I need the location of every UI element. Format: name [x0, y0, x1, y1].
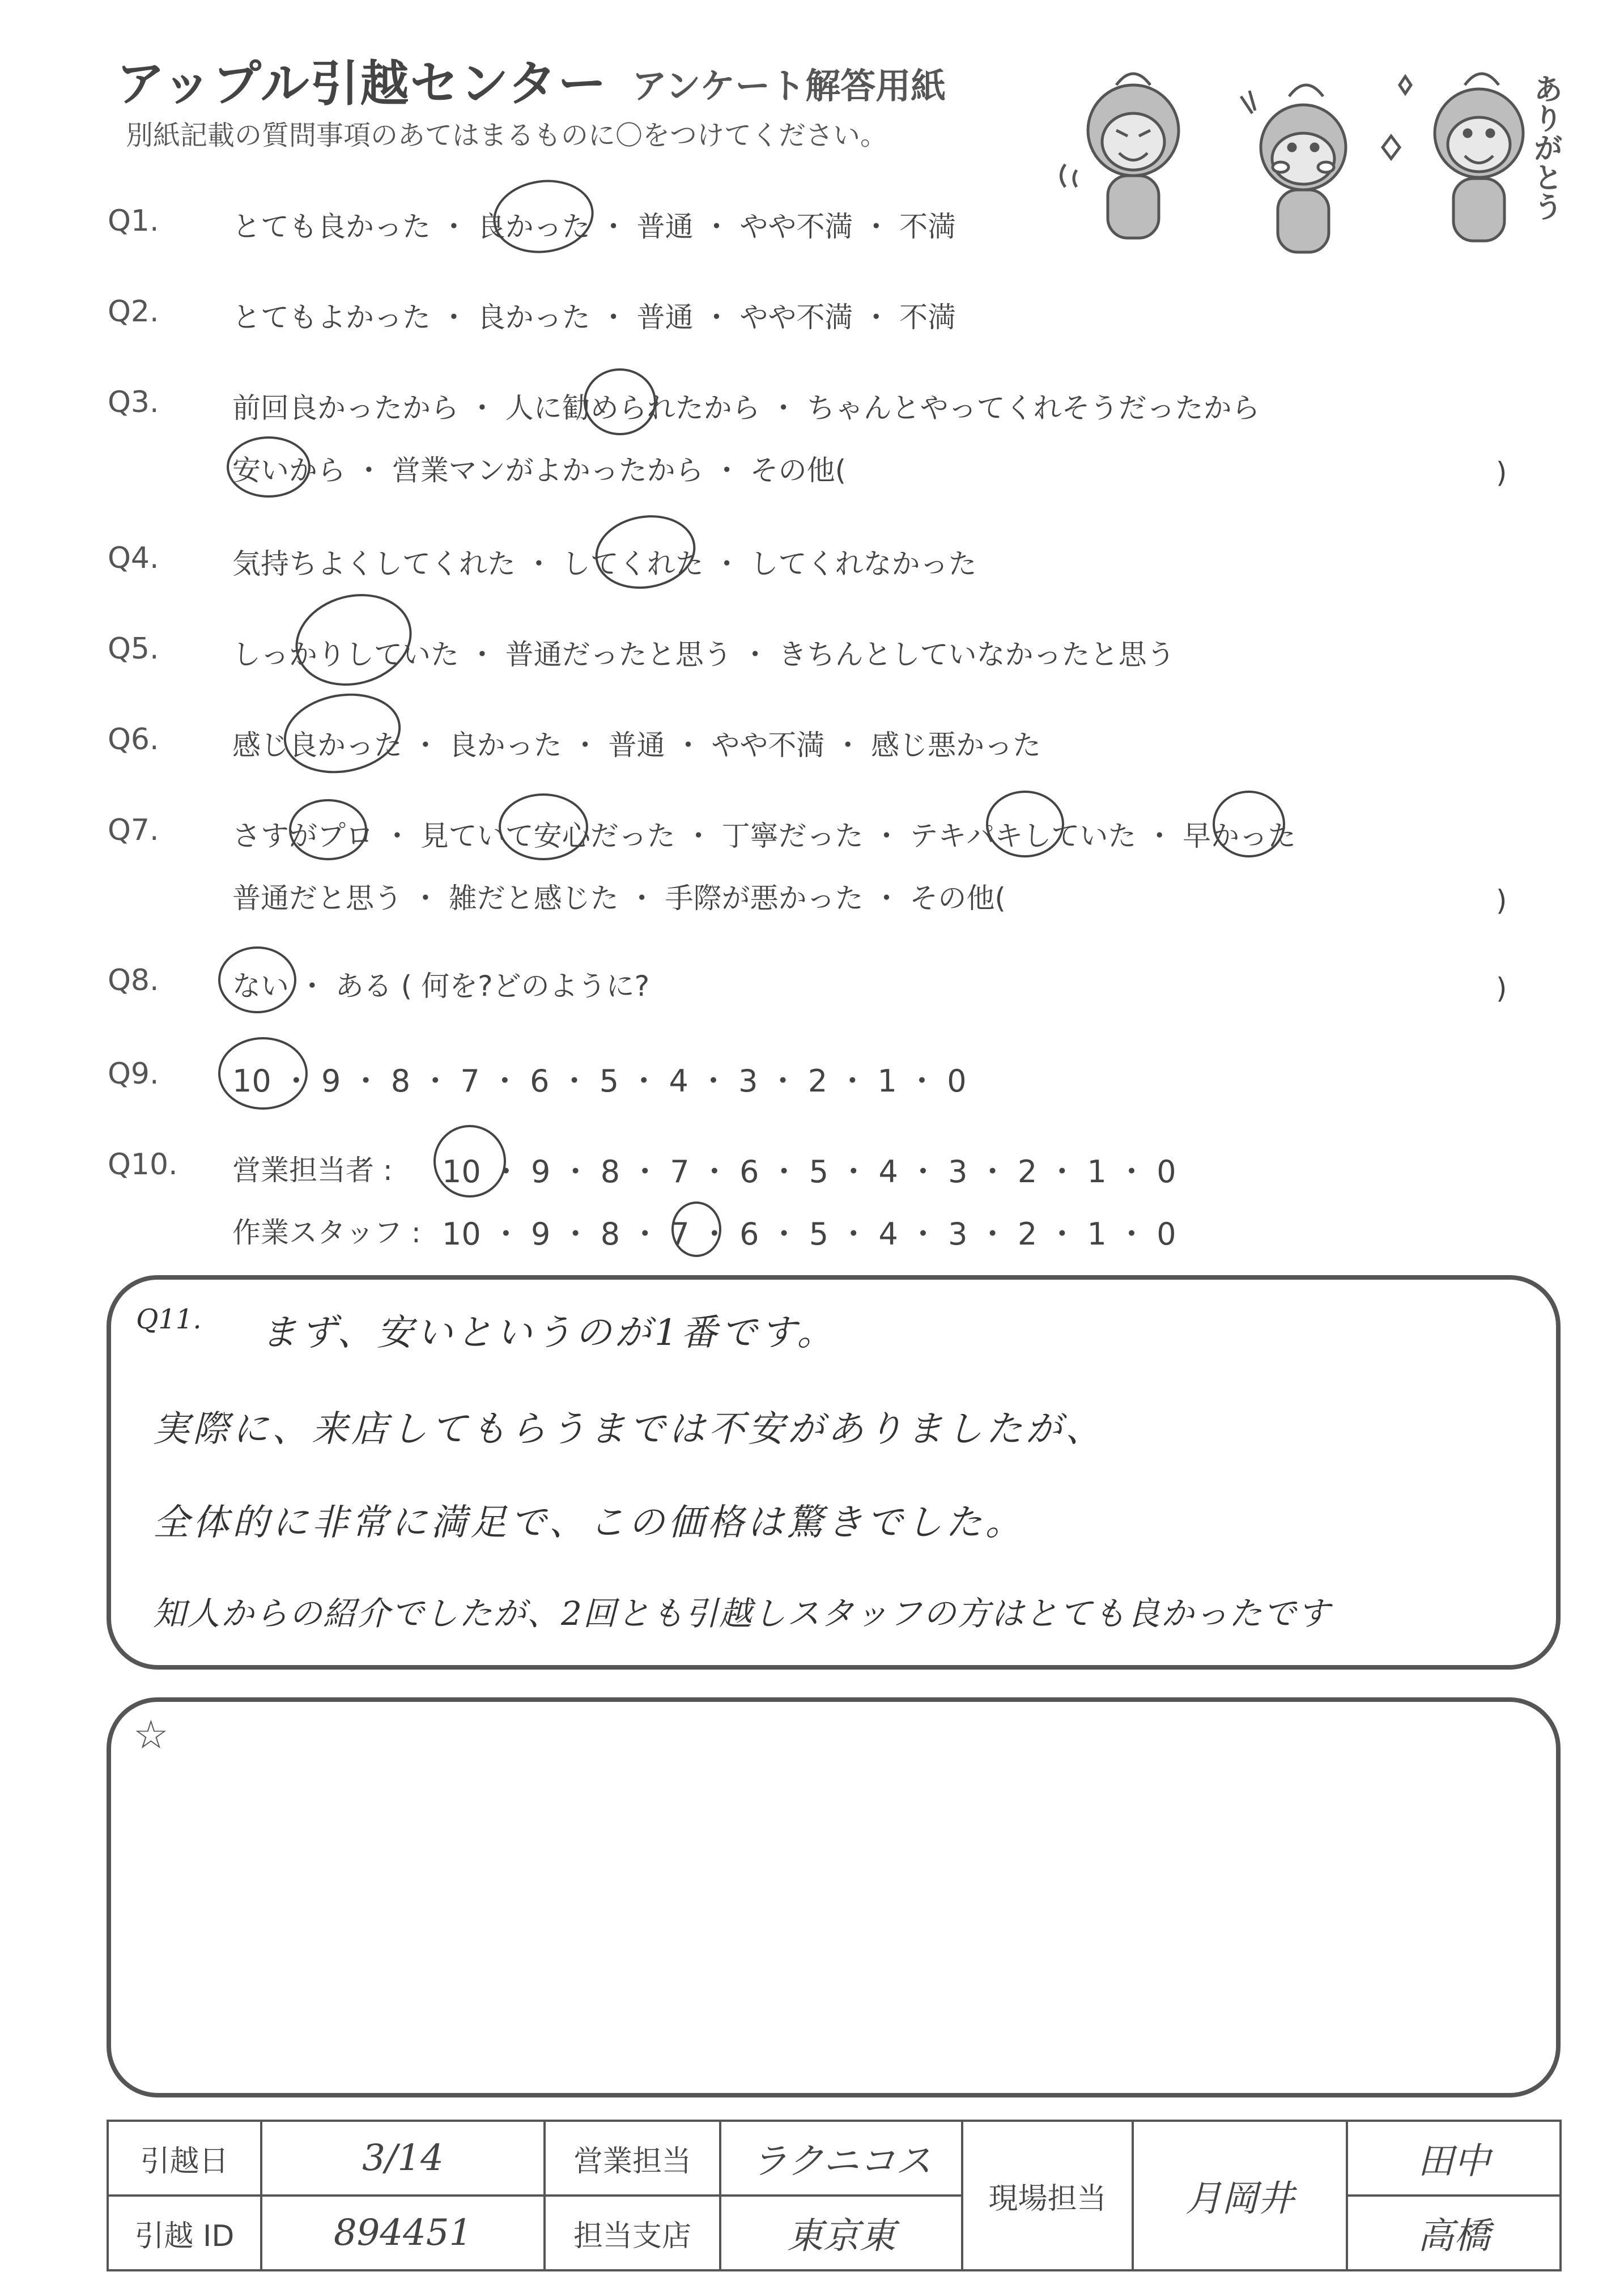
- q5-options: しっかりしていた ・ 普通だったと思う ・ きちんとしていなかったと思う: [232, 638, 1175, 671]
- q6-selection-circle: [278, 685, 407, 782]
- move-id-value: 894451: [261, 2196, 545, 2270]
- site-label: 現場担当: [962, 2121, 1132, 2270]
- monkey-mascots-illustration: [1054, 62, 1564, 261]
- q6-label: Q6.: [108, 723, 159, 757]
- branch-label: 担当支店: [545, 2196, 720, 2270]
- move-date-label: 引越日: [108, 2121, 261, 2196]
- q9-selection-circle: [218, 1037, 308, 1110]
- q7-line2: 普通だと思う ・ 雑だと感じた ・ 手際が悪かった ・ その他(: [232, 882, 1006, 915]
- site-value: 月岡井: [1133, 2121, 1347, 2270]
- q3-selection-circle-2: [227, 436, 311, 498]
- q2-label: Q2.: [108, 295, 159, 329]
- q11-comment-line-3: 全体的に非常に満足で、この価格は驚きでした。: [153, 1502, 1025, 1544]
- sales-label: 営業担当: [545, 2121, 720, 2196]
- q4-selection-circle: [589, 508, 702, 597]
- q8-close-paren: ): [1496, 972, 1507, 1005]
- staff-name-2: 高橋: [1347, 2196, 1561, 2270]
- q2-options: とてもよかった ・ 良かった ・ 普通 ・ やや不満 ・ 不満: [232, 301, 956, 334]
- q8-options: ない ・ ある ( 何を?どのように?: [232, 970, 650, 1003]
- move-id-label: 引越 ID: [108, 2196, 261, 2270]
- footer-info-table: [107, 2120, 1562, 2271]
- q5-label: Q5.: [108, 632, 159, 666]
- q5-selection-circle: [285, 581, 422, 698]
- q9-label: Q9.: [108, 1057, 159, 1091]
- q6-options: 感じ良かった ・ 良かった ・ 普通 ・ やや不満 ・ 感じ悪かった: [232, 729, 1041, 762]
- q11-comment-line-4: 知人からの紹介でしたが、2回とも引越しスタッフの方はとても良かったです: [153, 1594, 1331, 1633]
- staff-name-1: 田中: [1347, 2121, 1561, 2196]
- q3-line1: 前回良かったから ・ 人に勧められたから ・ ちゃんとやってくれそうだったから: [232, 392, 1260, 424]
- q1-options: とても良かった ・ 良かった ・ 普通 ・ やや不満 ・ 不満: [232, 210, 956, 243]
- q7-line1: さすがプロ ・ 見ていて安心だった ・ 丁寧だった ・ テキパキしていた ・ 早かった: [232, 819, 1296, 852]
- instruction-text: 別紙記載の質問事項のあてはまるものに〇をつけてください。: [126, 120, 888, 151]
- q10-sales-label: 営業担当者 :: [232, 1154, 393, 1187]
- q7-close-paren: ): [1496, 884, 1507, 917]
- star-comment-box: [107, 1697, 1561, 2097]
- q10-sales-selection-circle: [433, 1125, 506, 1198]
- q7-selection-circle-4: [1213, 791, 1285, 857]
- q1-label: Q1.: [108, 204, 159, 238]
- q3-close-paren: ): [1496, 456, 1507, 489]
- q11-comment-line-2: 実際に、来店してもらうまでは不安がありましたが、: [153, 1408, 1105, 1450]
- q8-selection-circle: [218, 946, 296, 1013]
- q10-sales-options: 10 ・ 9 ・ 8 ・ 7 ・ 6 ・ 5 ・ 4 ・ 3 ・ 2 ・ 1 ・ 0: [442, 1154, 1176, 1190]
- q10-staff-options: 10 ・ 9 ・ 8 ・ 7 ・ 6 ・ 5 ・ 4 ・ 3 ・ 2 ・ 1 ・ 0: [442, 1216, 1176, 1252]
- move-date-value: 3/14: [261, 2121, 545, 2196]
- q7-selection-circle-1: [289, 799, 367, 860]
- q1-selection-circle: [488, 173, 598, 260]
- q10-staff-label: 作業スタッフ :: [232, 1216, 421, 1249]
- q9-options: 10 ・ 9 ・ 8 ・ 7 ・ 6 ・ 5 ・ 4 ・ 3 ・ 2 ・ 1 ・ 0: [232, 1063, 967, 1099]
- q4-label: Q4.: [108, 541, 159, 575]
- q3-line2: 安いから ・ 営業マンがよかったから ・ その他(: [232, 454, 847, 487]
- q7-selection-circle-2: [499, 793, 588, 860]
- q8-label: Q8.: [108, 963, 159, 997]
- q3-selection-circle-1: [584, 368, 656, 435]
- thanks-text: ありがとう: [1528, 74, 1562, 221]
- sales-value: ラクニコス: [720, 2121, 962, 2196]
- q10-staff-selection-circle: [671, 1201, 721, 1257]
- q10-label: Q10.: [108, 1148, 178, 1182]
- page-title: アップル引越センター: [116, 56, 608, 112]
- q11-label: Q11.: [136, 1303, 202, 1335]
- q11-comment-line-1: まず、安いというのが1番です。: [261, 1312, 837, 1354]
- q7-label: Q7.: [108, 813, 159, 847]
- page-subtitle: アンケート解答用紙: [632, 65, 946, 107]
- star-label: ☆: [133, 1712, 169, 1758]
- q7-selection-circle-3: [986, 791, 1064, 857]
- branch-value: 東京東: [720, 2196, 962, 2270]
- q4-options: 気持ちよくしてくれた ・ してくれた ・ してくれなかった: [232, 547, 977, 580]
- q3-label: Q3.: [108, 385, 159, 419]
